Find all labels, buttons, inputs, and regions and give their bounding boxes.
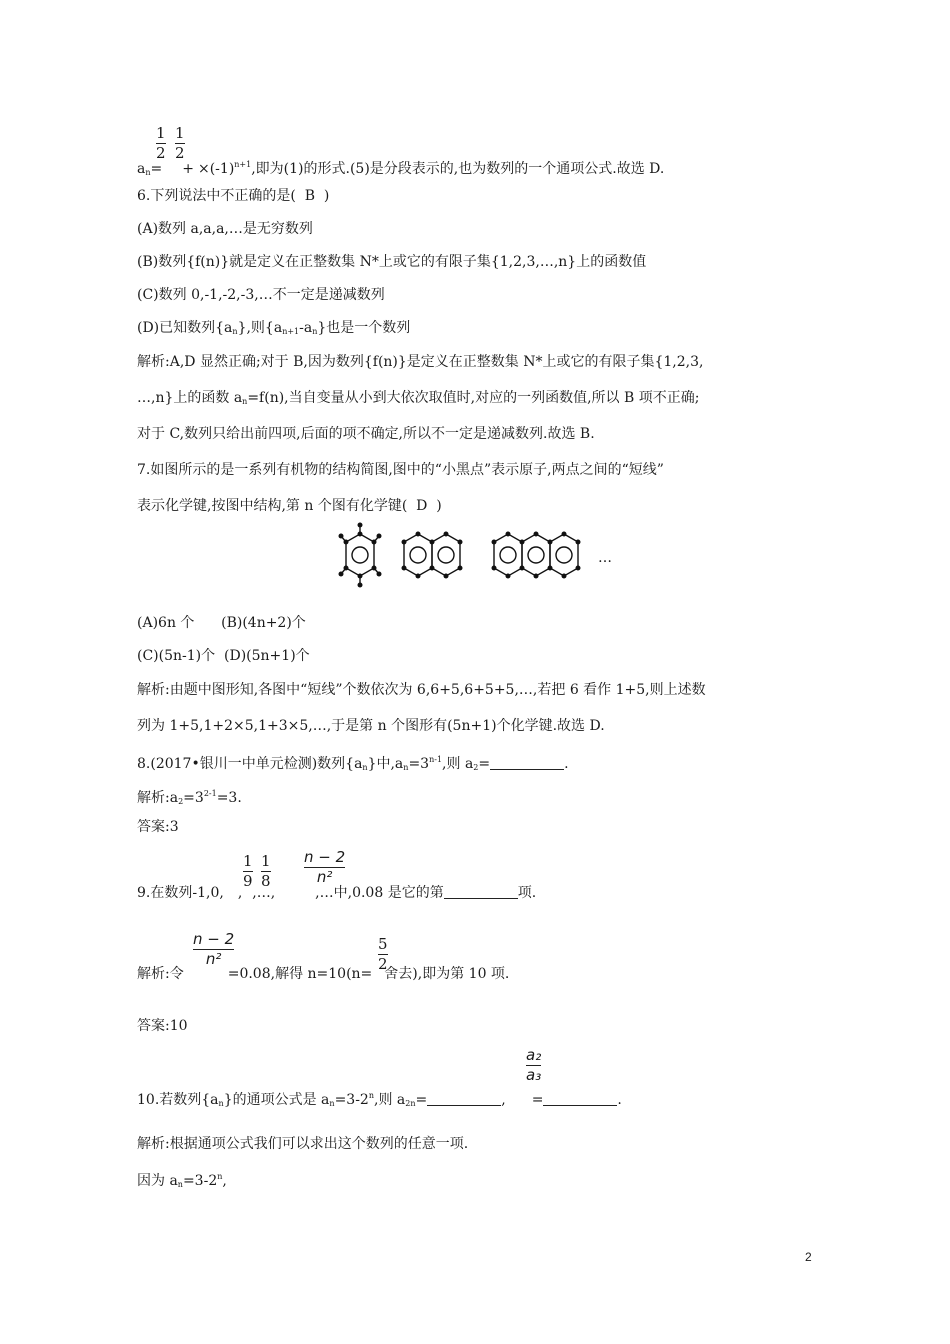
q7-solution-2: 列为 1+5,1+2×5,1+3×5,…,于是第 n 个图形有(5n+1)个化学键.故选 D. [137, 718, 605, 734]
answer-blank[interactable] [444, 884, 518, 899]
answer-blank[interactable] [490, 755, 564, 770]
molecule-3 [494, 534, 578, 576]
q9-answer: 答案:10 [137, 1018, 188, 1034]
answer-blank[interactable] [427, 1091, 501, 1106]
q7-solution-1: 解析:由题中图形知,各图中“短线”个数依次为 6,6+5,6+5+5,…,若把 6 看作 1+5,则上述数 [137, 682, 706, 698]
q8-solution: 解析$:a_2=3^{2-1}=3$. [137, 789, 242, 806]
answer-blank[interactable] [543, 1091, 617, 1106]
q6-option-a: (A)数列 a,a,a,…是无穷数列 [137, 221, 313, 237]
q10-stem: 10.若数列$\{a_n\}$的通项公式是 $a_n=3-2^n$,则 $a_{2n}=$ , = . [137, 1091, 622, 1108]
q9-stem: 9.在数列-1,0, , ,…, ,…中,0.08 是它的第 项. [137, 885, 537, 901]
fraction-five-halves: 5 2 [378, 935, 388, 973]
fraction-general-term: n − 2 n² [304, 848, 346, 886]
q6-option-d: (D)已知数列$\{a_n\}$,则$\{a_{n+1}-a_n\}$也是一个数列 [137, 320, 411, 336]
q7-options-ab: (A)6n 个 (B)(4n+2)个 [137, 615, 306, 631]
figure-ellipsis: … [598, 550, 612, 566]
fraction-denominator: 2 [156, 144, 166, 162]
q6-option-b: (B)数列{f(n)}就是定义在正整数集 N*上或它的有限子集{1,2,3,…,n}上的函数值 [137, 254, 647, 270]
q9-solution: 解析:令 =0.08,解得 n=10(n= 舍去),即为第 10 项. [137, 966, 510, 982]
fraction-one-ninth: 1 9 [243, 852, 253, 890]
q6-solution-2: …,n}上的函数 $a_n=f(n)$,当自变量从小到大依次取值时,对应的一列函数值,所以 B 项不正确; [137, 390, 700, 406]
q7-options-cd: (C)(5n-1)个 (D)(5n+1)个 [137, 648, 310, 664]
q6-solution-3: 对于 C,数列只给出前四项,后面的项不确定,所以不一定是递减数列.故选 B. [137, 426, 595, 442]
fraction-a2-over-a3: a₂ a₃ [526, 1046, 542, 1084]
q6-stem: 6.下列说法中不正确的是( B ) [137, 188, 330, 204]
fraction-numerator: 1 [156, 124, 166, 142]
q7-stem-2: 表示化学键,按图中结构,第 n 个图有化学键( D ) [137, 498, 442, 514]
molecule-structure-figure [330, 520, 630, 595]
q6-option-c: (C)数列 0,-1,-2,-3,…不一定是递减数列 [137, 287, 385, 303]
fraction-denominator: 2 [175, 144, 185, 162]
q6-solution-1: 解析:A,D 显然正确;对于 B,因为数列{f(n)}是定义在正整数集 N*上或它的有限子集{1,2,3, [137, 354, 704, 370]
q5-tail-line: $a_n= + \times(-1)^{n+1}$,即为(1)的形式.(5)是分段表示的,也为数列的一个通项公式.故选 D. [137, 160, 665, 177]
q8-stem: 8.(2017•银川一中单元检测)数列$\{a_n\}$中$,a_n=3^{n-1}$,则 $a_2=$ . [137, 755, 569, 772]
fraction-general-term: n − 2 n² [193, 930, 235, 968]
q10-solution-2: 因为 $a_n=3-2^n$, [137, 1172, 227, 1189]
q10-solution-1: 解析:根据通项公式我们可以求出这个数列的任意一项. [137, 1136, 469, 1152]
fraction-one-eighth: 1 8 [261, 852, 271, 890]
fraction-numerator: 1 [175, 124, 185, 142]
q8-answer: 答案:3 [137, 819, 179, 835]
q7-stem-1: 7.如图所示的是一系列有机物的结构简图,图中的“小黑点”表示原子,两点之间的“短线” [137, 462, 664, 478]
page-number: 2 [805, 1250, 812, 1264]
